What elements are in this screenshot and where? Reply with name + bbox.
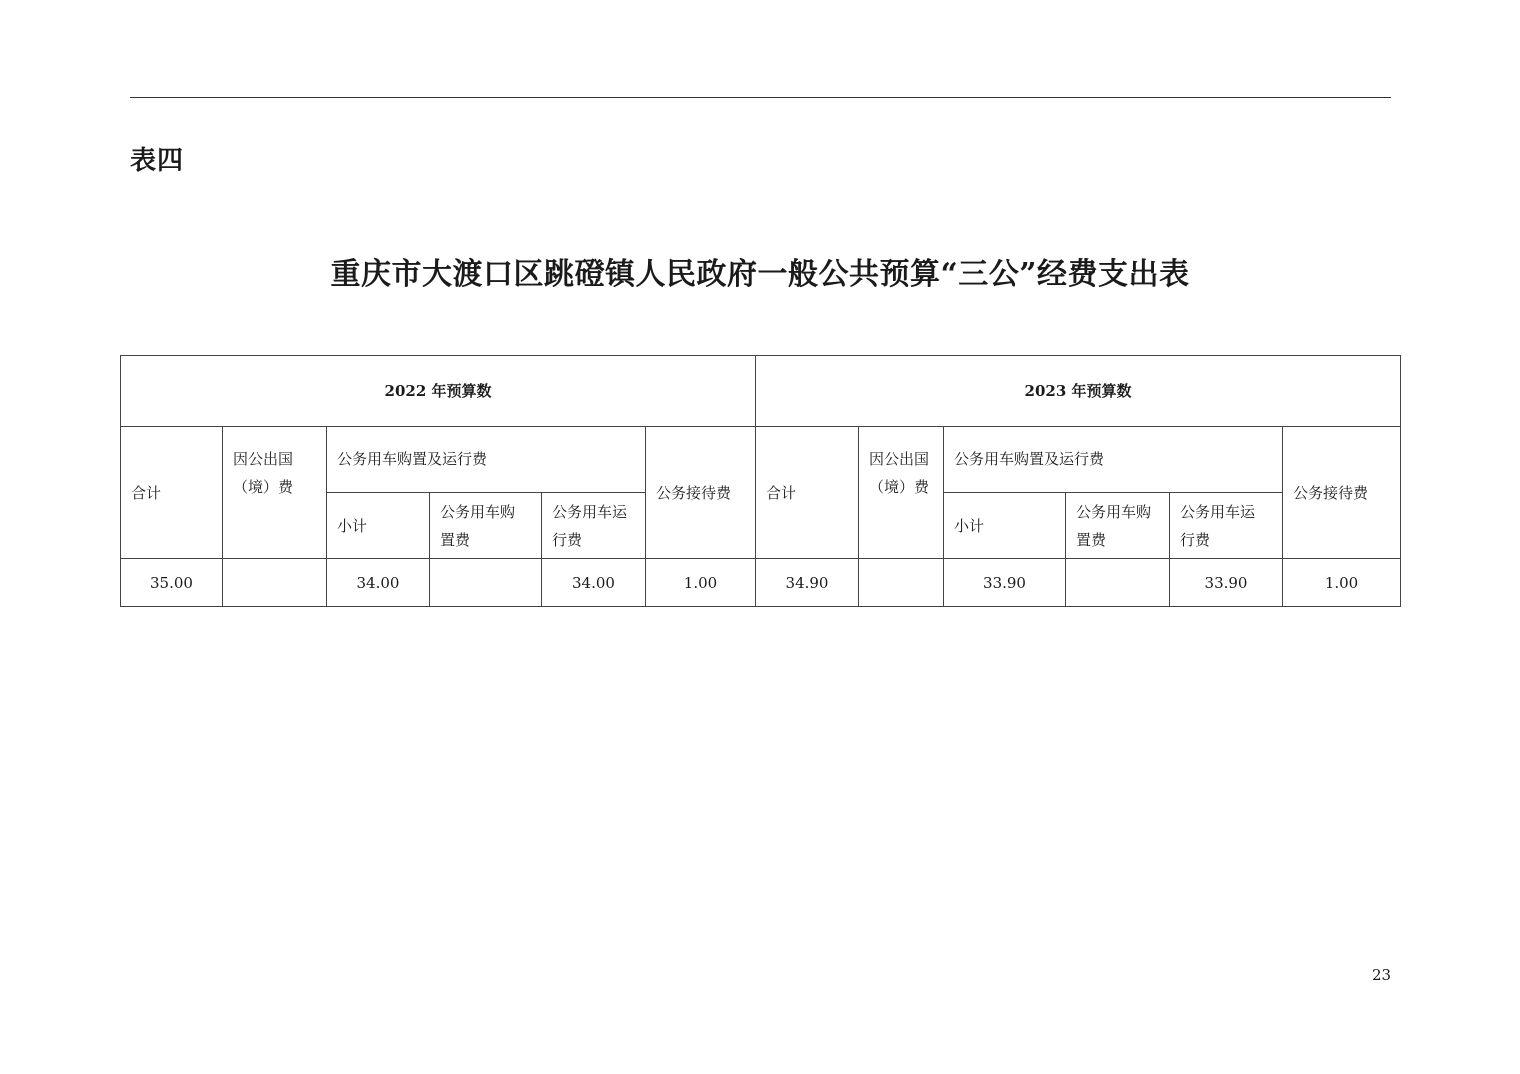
header-travel-2023 [859,427,944,559]
header-travel-line2: （境）费 [233,478,294,496]
table-label: 表四 [130,146,185,176]
cell-purchase-2022 [430,559,542,607]
budget-table [120,355,1401,607]
cell-subtotal-2022: 34.00 [327,559,430,607]
year-2023-header: 2023 年预算数 [756,356,1401,427]
document-title: 重庆市大渡口区跳磴镇人民政府一般公共预算“三公”经费支出表 [330,257,1190,292]
header-subtotal-2023: 小计 [944,493,1066,559]
header-subtotal-2022: 小计 [327,493,430,559]
header-purchase-line2: 置费 [1076,530,1107,549]
cell-travel-2023 [859,559,944,607]
header-operation-2022 [542,493,646,559]
header-purchase-line1: 公务用车购 [440,502,516,521]
header-reception-2022: 公务接待费 [646,427,756,559]
cell-reception-2023: 1.00 [1283,559,1401,607]
cell-travel-2022 [223,559,327,607]
header-purchase-line1: 公务用车购 [1076,502,1152,521]
header-reception-2023: 公务接待费 [1283,427,1401,559]
header-operation-line2: 行费 [1180,530,1211,549]
header-purchase-2022 [430,493,542,559]
year-2022-header: 2022 年预算数 [121,356,756,427]
header-travel-line1: 因公出国 [233,450,294,468]
cell-operation-2022: 34.00 [542,559,646,607]
header-vehicle-group-2022: 公务用车购置及运行费 [327,427,646,493]
header-travel-line1: 因公出国 [869,450,930,468]
header-total-2023: 合计 [756,427,859,559]
header-operation-line2: 行费 [552,530,583,549]
cell-total-2023: 34.90 [756,559,859,607]
header-purchase-2023 [1066,493,1170,559]
header-vehicle-group-2023: 公务用车购置及运行费 [944,427,1283,493]
cell-subtotal-2023: 33.90 [944,559,1066,607]
header-rule [130,97,1391,98]
cell-purchase-2023 [1066,559,1170,607]
cell-total-2022: 35.00 [121,559,223,607]
header-operation-line1: 公务用车运 [1180,502,1256,521]
year-header-row [121,356,1401,427]
header-operation-2023 [1170,493,1283,559]
header-operation-line1: 公务用车运 [552,502,628,521]
column-header-row [121,427,1401,493]
header-travel-2022 [223,427,327,559]
cell-operation-2023: 33.90 [1170,559,1283,607]
table-row [121,559,1401,607]
cell-reception-2022: 1.00 [646,559,756,607]
page-number: 23 [1372,966,1392,984]
header-total-2022: 合计 [121,427,223,559]
header-purchase-line2: 置费 [440,530,471,549]
header-travel-line2: （境）费 [869,478,930,496]
